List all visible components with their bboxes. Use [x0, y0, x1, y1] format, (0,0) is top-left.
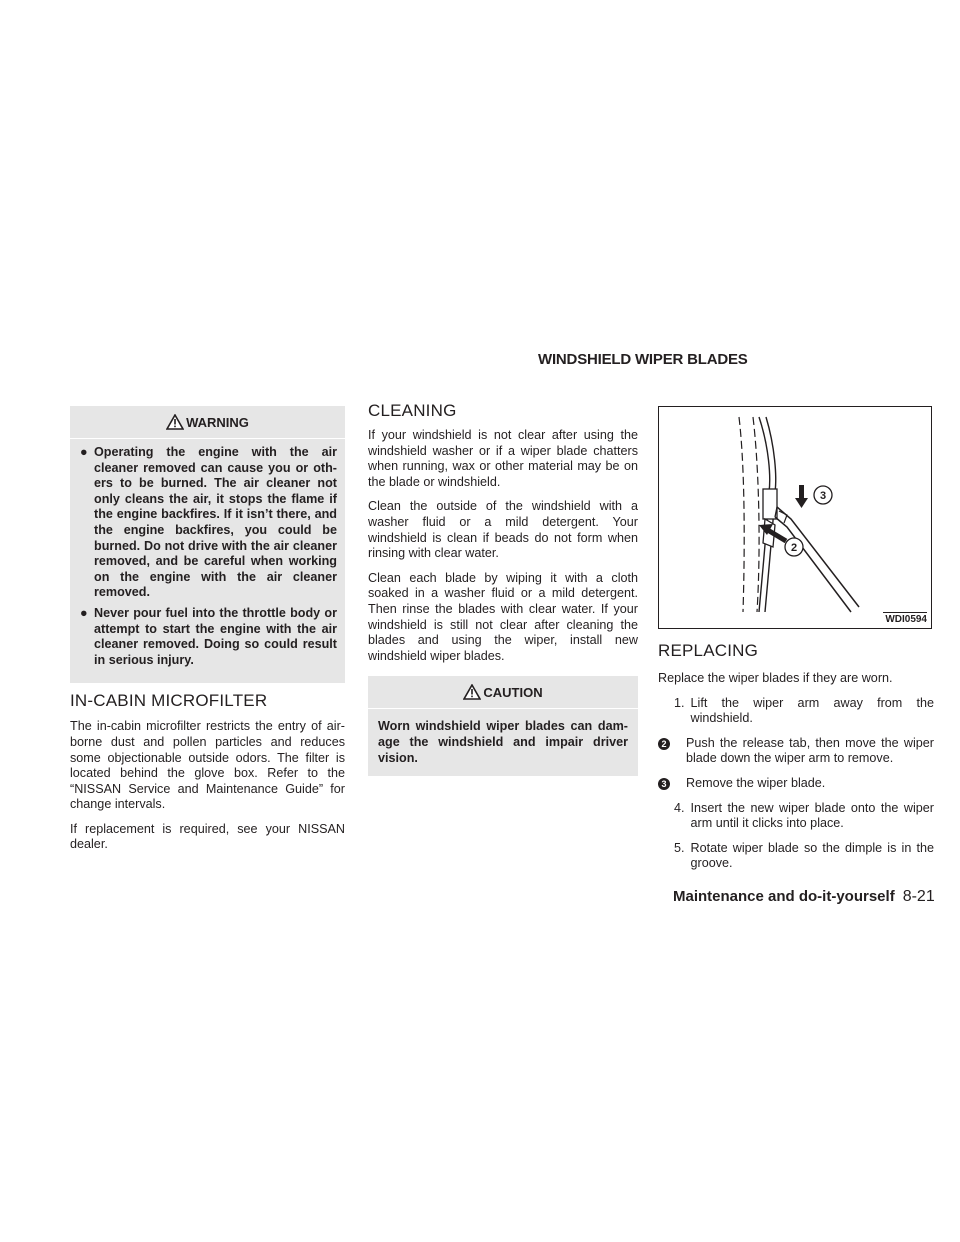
warning-list: [78, 445, 337, 668]
section-title: WINDSHIELD WIPER BLADES: [538, 351, 748, 368]
column-right: [658, 406, 934, 881]
bullet-icon: ●: [80, 605, 88, 620]
callout-3: 3: [819, 490, 827, 502]
step-number: 4.: [674, 800, 685, 815]
step-text: Lift the wiper arm away from the windshield.: [690, 695, 934, 726]
warning-item: [78, 606, 337, 668]
wiper-figure: [658, 406, 932, 629]
figure-label: WDI0594: [883, 612, 927, 625]
caution-heading-label: CAUTION: [483, 684, 543, 700]
step-text: Remove the wiper blade.: [686, 775, 826, 790]
replacing-intro: Replace the wiper blades if they are worn.: [658, 671, 893, 685]
step-4: [658, 801, 934, 832]
warning-item-text: Operating the engine with the air cleaner removed can cause you or oth-ers to be burned. The air cleaner not only cleans the air, it stops the flame if the engine backfires. If it isn’t there, and the engine backfires, you could be burned. Do not drive with the air cleaner removed, and be careful when working on the engine with the air cleaner removed.: [94, 445, 337, 600]
caution-heading: [376, 680, 630, 708]
caution-text: Worn windshield wiper blades can dam-age the windshield and impair driver vision.: [378, 719, 628, 765]
step-number-circled: 3: [658, 778, 670, 790]
step-5: [658, 841, 934, 872]
warning-item-text: Never pour fuel into the throttle body or attempt to start the engine with the air cleaner removed. Doing so could result in serious injury.: [94, 605, 337, 667]
callout-2: 2: [790, 542, 798, 554]
bullet-icon: ●: [80, 445, 88, 459]
in-cabin-paragraph: The in-cabin microfilter restricts the entry of air-borne dust and pollen particles and reduces some objectionable outside odors. The filter is located behind the glove box. Refer to the “NISSAN Service and Maintenance Guide” for change intervals.: [70, 719, 345, 812]
warning-heading: [78, 410, 337, 438]
step-text: Rotate wiper blade so the dimple is in the groove.: [690, 840, 934, 871]
column-middle: [368, 401, 638, 776]
warning-divider: [70, 438, 345, 439]
replacing-heading: REPLACING: [658, 641, 759, 660]
step-1: [658, 696, 934, 727]
page-number: 8-21: [902, 888, 935, 905]
step-number: 5.: [674, 840, 685, 855]
caution-triangle-icon: [463, 684, 481, 700]
step-3: [658, 776, 934, 792]
warning-heading-label: WARNING: [186, 414, 249, 430]
step-text: Push the release tab, then move the wiper blade down the wiper arm to remove.: [686, 735, 934, 766]
warning-box: [70, 406, 345, 683]
cleaning-paragraph: Clean each blade by wiping it with a cloth soaked in a washer fluid or a mild detergent. Then rinse the blades with clear water. If your windshield is still not clear after cleaning the blades and using the wiper, install new windshield wiper blades.: [368, 570, 638, 663]
in-cabin-heading: IN-CABIN MICROFILTER: [70, 691, 268, 711]
cleaning-paragraph: Clean the outside of the windshield with a washer fluid or a mild detergent. Your windshield is clean if beads do not form when rinsing with clear water.: [368, 499, 638, 561]
cleaning-paragraph: If your windshield is not clear after using the windshield washer or if a wiper blade chatters when running, wax or other material may be on the blade or windshield.: [368, 428, 638, 489]
warning-triangle-icon: [166, 414, 184, 430]
step-number-circled: 2: [658, 738, 670, 750]
in-cabin-paragraph: If replacement is required, see your NISSAN dealer.: [70, 821, 345, 852]
caution-box: [368, 676, 638, 776]
column-left: [70, 406, 345, 862]
cleaning-heading: CLEANING: [368, 401, 457, 420]
wiper-blade-illustration: [659, 407, 931, 628]
warning-item: [78, 445, 337, 601]
footer-chapter: Maintenance and do-it-yourself: [673, 888, 895, 905]
step-number: 1.: [674, 695, 685, 710]
step-text: Insert the new wiper blade onto the wiper arm until it clicks into place.: [690, 800, 934, 831]
caution-divider: [368, 708, 638, 709]
step-2: [658, 736, 934, 767]
page-footer: [673, 888, 935, 906]
